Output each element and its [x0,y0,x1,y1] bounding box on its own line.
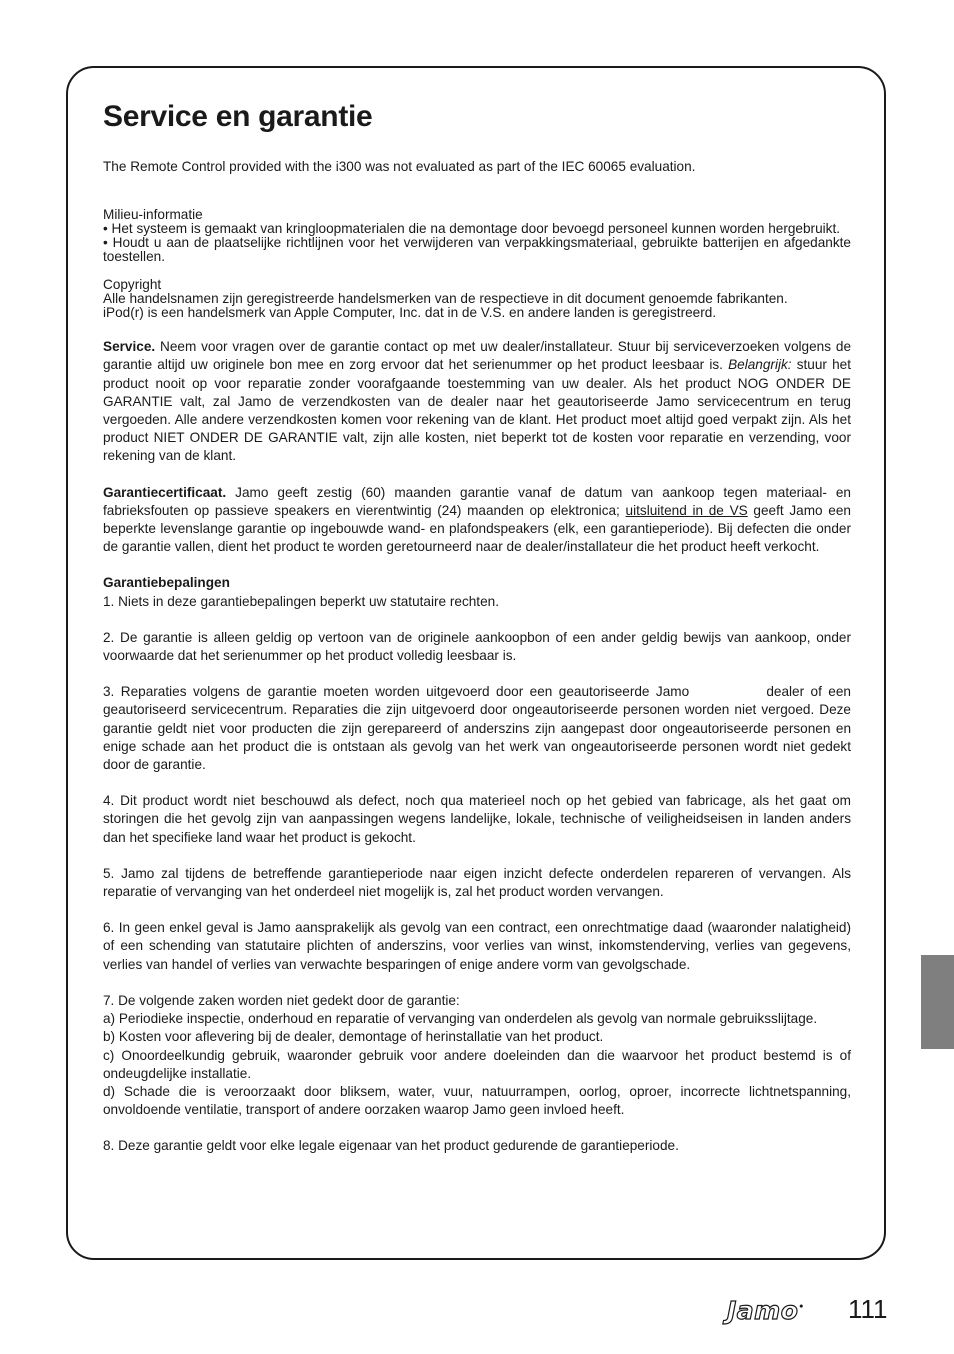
terms-item-5: 5. Jamo zal tijdens de betreffende garantieperiode naar eigen inzicht defecte onderdelen repareren of vervangen. Als reparatie of vervanging van het onderdeel niet mogelijk is, zal het product worden vervangen. [103,865,851,900]
terms-item-7-a: a) Periodieke inspectie, onderhoud en reparatie of vervanging van onderdelen als gevolg van normale gebruiksslijtage. [103,1011,818,1027]
service-text-2: stuur het product nooit op voor reparatie zonder voorafgaande toestemming van uw dealer. Als het product NOG ONDER DE GARANTIE valt, zal Jamo de verzendkosten van de dealer naar het geautoriseerde Jamo servicecentrum en terug vergoeden. Alle andere verzendkosten komen voor rekening van de klant. Het product moet altijd goed verpakt zijn. Als het product NIET ONDER DE GARANTIE valt, zijn alle kosten, niet beperkt tot de kosten voor reparatie en verzending, voor rekening van de klant. [103,357,852,464]
service-important: Belangrijk: [728,357,792,373]
jamo-logo-text: Jamo [727,1296,799,1325]
certificate-paragraph [103,484,851,557]
milieu-heading: Milieu-informatie [103,207,203,223]
milieu-line-1: • Het systeem is gemaakt van kringloopmaterialen die na demontage door bevoegd personeel kunnen worden hergebruikt. [103,221,841,237]
terms-item-7-d: d) Schade die is veroorzaakt door bliksem, water, vuur, natuurrampen, oorlog, oproer, incorrecte lichtnetspanning, onvoldoende ventilatie, transport of andere oorzaken waarop Jamo geen invloed heeft. [103,1083,851,1118]
terms-item-8: 8. Deze garantie geldt voor elke legale eigenaar van het product gedurende de garantieperiode. [103,1138,679,1154]
certificate-text-2: geeft Jamo een beperkte levenslange garantie op ingebouwde wand- en plafondspeakers (elk, een garantieperiode). Bij defecten die onder de garantie vallen, dient het product te worden geretourneerd naar de dealer/installateur die het product heeft verkocht. [103,502,851,555]
terms-item-2: 2. De garantie is alleen geldig op vertoon van de originele aankoopbon of een ander geldig bewijs van aankoop, onder voorwaarde dat het serienummer op het product volledig leesbaar is. [103,629,851,664]
milieu-line-2: • Houdt u aan de plaatselijke richtlijnen voor het verwijderen van verpakkingsmateriaal, gebruikte batterijen en afgedankte toestellen. [103,235,851,265]
service-label: Service. [103,339,156,355]
certificate-label: Garantiecertificaat. [103,484,227,500]
certificate-us-only: uitsluitend in de VS [625,502,748,518]
copyright-heading: Copyright [103,277,162,293]
copyright-section [103,278,851,320]
page-number: 111 [848,1294,888,1324]
terms-heading [103,574,851,592]
terms-item-7-intro: 7. De volgende zaken worden niet gedekt door de garantie: [103,992,460,1008]
service-paragraph [103,338,851,465]
terms-item-3: 3. Reparaties volgens de garantie moeten worden uitgevoerd door een geautoriseerde Jamo dealer of een geautoriseerd servicecentrum. Reparaties die zijn uitgevoerd door ongeautoriseerde personen worden niet vergoed. Deze garantie geldt niet voor producten die zijn gerepareerd of anderszins zijn aangepast door ongeautoriseerde personen en enige schade aan het product die is ontstaan als gevolg van het werk van ongeautoriseerde personen wordt niet gedekt door de garantie. [103,684,855,773]
terms-item-7-b: b) Kosten voor aflevering bij de dealer, demontage of herinstallatie van het product. [103,1029,604,1045]
copyright-line-1: Alle handelsnamen zijn geregistreerde handelsmerken van de respectieve in dit document genoemde fabrikanten. [103,291,788,307]
terms-item-7-c: c) Onoordeelkundig gebruik, waaronder gebruik voor andere doeleinden dan die waarvoor het product bestemd is of ondeugdelijke installatie. [103,1047,851,1081]
side-tab-marker [921,955,954,1049]
document-body [103,98,855,1156]
registered-mark: • [798,1302,805,1313]
terms-section [103,574,855,1155]
terms-item-6: 6. In geen enkel geval is Jamo aansprakelijk als gevolg van een contract, een onrechtmatige daad (waaronder nalatigheid) of een schending van statutaire plichten of anderszins, voor verlies van winst, inkomstenderving, verlies van gegevens, verlies van handel of verlies van verwachte besparingen of enige andere vorm van gevolgschade. [103,920,851,972]
service-text-1: Neem voor vragen over de garantie contact op met uw dealer/installateur. Stuur bij serviceverzoeken volgens de garantie altijd uw originele bon mee en zorg ervoor dat het serienummer op het product leesbaar is. [103,339,851,373]
terms-item-1: 1. Niets in deze garantiebepalingen beperkt uw statutaire rechten. [103,593,499,609]
jamo-logo [727,1296,805,1325]
terms-heading-text: Garantiebepalingen [103,575,230,591]
page-title: Service en garantie [103,100,373,133]
intro-text: The Remote Control provided with the i300 was not evaluated as part of the IEC 60065 evaluation. [103,159,696,174]
certificate-text-1: Jamo geeft zestig (60) maanden garantie vanaf de datum van aankoop tegen materiaal- en fabrieksfouten op passieve speakers en vierentwintig (24) maanden op elektronica; [103,484,851,518]
milieu-section [103,208,851,264]
terms-item-4: 4. Dit product wordt niet beschouwd als defect, noch qua materieel noch op het gebied van fabricage, als het gaat om storingen die het gevolg zijn van aanpassingen wegens landelijke, lokale, technische of veiligheidseisen in landen anders dan het specifieke land waar het product is gekocht. [103,793,851,845]
copyright-line-2: iPod(r) is een handelsmerk van Apple Computer, Inc. dat in de V.S. en andere landen is geregistreerd. [103,305,717,321]
